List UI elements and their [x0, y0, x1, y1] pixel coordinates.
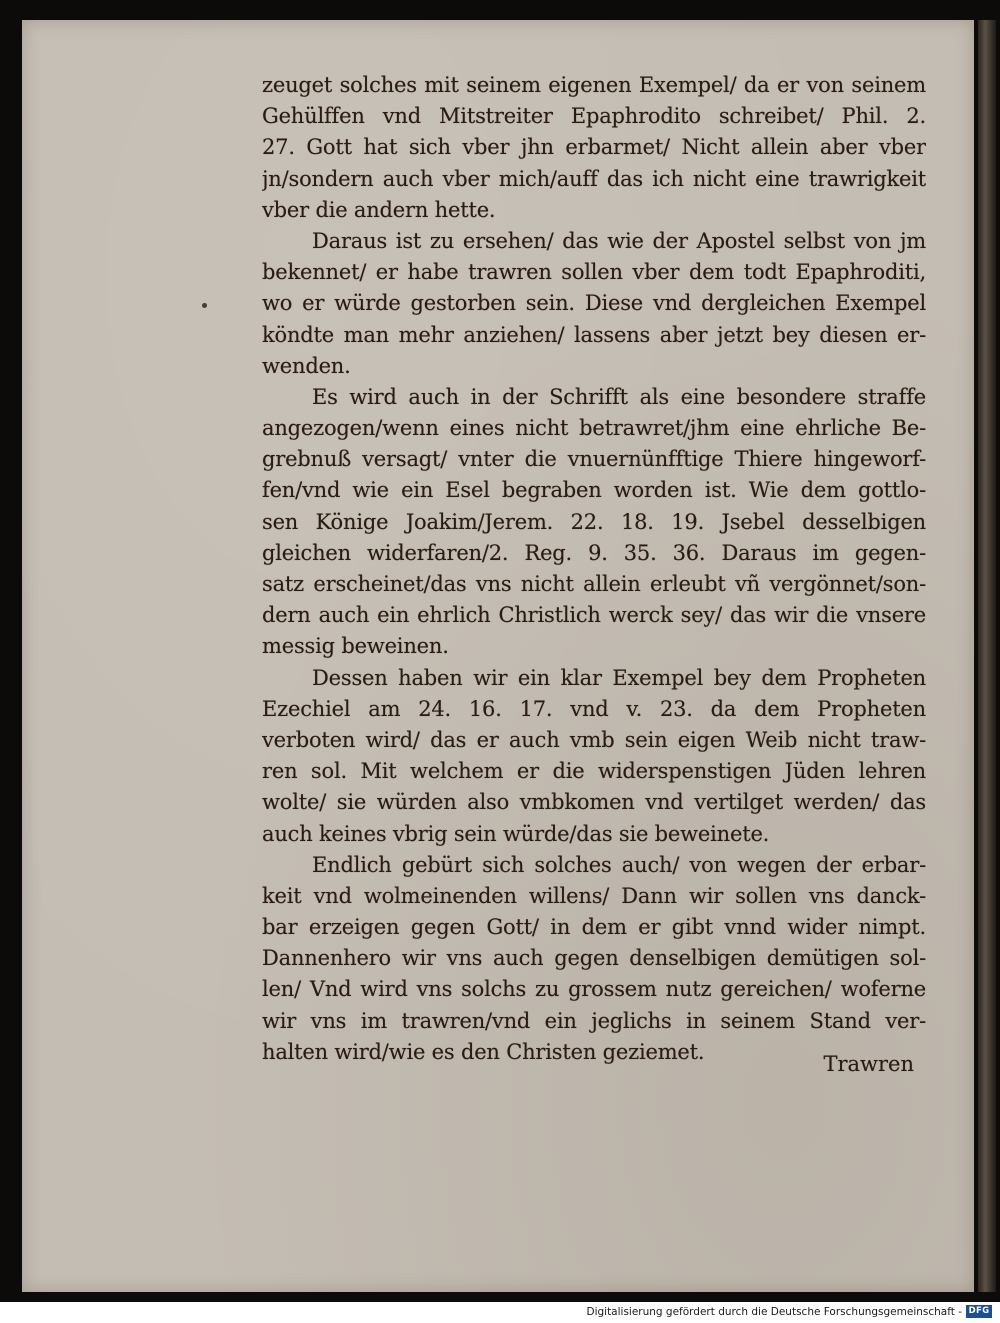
text-line: grebnuß versagt/ vnter die vnuernünfftige Thiere hingeworf- — [262, 447, 926, 472]
text-line: ren sol. Mit welchem er die widerspenstigen Jüden lehren — [262, 759, 926, 784]
text-line: auch keines vbrig sein würde/das sie beweinete. — [262, 821, 770, 846]
text-line: Dannenhero wir vns auch gegen denselbigen demütigen sol- — [262, 946, 926, 971]
text-line: wo er würde gestorben sein. Diese vnd dergleichen Exempel — [262, 291, 926, 316]
catchword: Trawren — [823, 1052, 914, 1076]
text-line: messig beweinen. — [262, 634, 449, 659]
text-line: len/ Vnd wird vns solchs zu grossem nutz gereichen/ woferne — [262, 977, 926, 1002]
text-line: dern auch ein ehrlich Christlich werck sey/ das wir die vnsere — [262, 603, 926, 628]
text-line: keit vnd wolmeinenden willens/ Dann wir sollen vns danck- — [262, 883, 926, 908]
ink-speck — [202, 303, 207, 308]
text-line: gleichen widerfaren/2. Reg. 9. 35. 36. Daraus im gegen- — [262, 540, 926, 565]
text-line: fen/vnd wie ein Esel begraben worden ist. Wie dem gottlo- — [262, 478, 926, 503]
text-line: Es wird auch in der Schrifft als eine besondere straffe — [312, 384, 926, 409]
text-line: wenden. — [262, 353, 351, 378]
text-line: wir vns im trawren/vnd ein jeglichs in seinem Stand ver- — [262, 1008, 926, 1033]
text-line: wolte/ sie würden also vmbkomen vnd vertilget werden/ das — [262, 790, 926, 815]
text-line: halten wird/wie es den Christen geziemet. — [262, 1039, 705, 1064]
text-line: Gehülffen vnd Mitstreiter Epaphrodito schreibet/ Phil. 2. — [262, 104, 926, 129]
text-line: satz erscheinet/das vns nicht allein erleubt vñ vergönnet/son- — [262, 572, 926, 596]
text-line: zeuget solches mit seinem eigenen Exempel/ da er von seinem — [262, 73, 926, 97]
text-line: verboten wird/ das er auch vmb sein eigen Weib nicht traw- — [262, 727, 926, 752]
text-line: jn/sondern auch vber mich/auff das ich nicht eine trawrigkeit — [262, 166, 926, 191]
text-line: Ezechiel am 24. 16. 17. vnd v. 23. da dem Propheten — [262, 696, 926, 721]
text-line: bar erzeigen gegen Gott/ in dem er gibt vnnd wider nimpt. — [262, 915, 926, 940]
text-line: köndte man mehr anziehen/ lassens aber jetzt bey diesen er- — [262, 322, 926, 347]
funding-credit: Digitalisierung gefördert durch die Deutsche Forschungsgemeinschaft - — [586, 1306, 962, 1318]
page-text — [262, 70, 926, 1068]
text-line: sen Könige Joakim/Jerem. 22. 18. 19. Jsebel desselbigen — [262, 509, 926, 534]
text-line: Daraus ist zu ersehen/ das wie der Apostel selbst von jm — [312, 228, 926, 253]
text-line: bekennet/ er habe trawren sollen vber dem todt Epaphroditi, — [262, 260, 926, 285]
text-line: Endlich gebürt sich solches auch/ von wegen der erbar- — [312, 852, 926, 877]
dfg-logo: DFG — [966, 1305, 992, 1318]
text-line: angezogen/wenn eines nicht betrawret/jhm eine ehrliche Be- — [262, 416, 926, 441]
text-line: Dessen haben wir ein klar Exempel bey dem Propheten — [312, 665, 926, 690]
text-line: 27. Gott hat sich vber jhn erbarmet/ Nicht allein aber vber — [262, 135, 926, 160]
text-line: vber die andern hette. — [262, 197, 496, 222]
page-edge — [978, 20, 996, 1292]
